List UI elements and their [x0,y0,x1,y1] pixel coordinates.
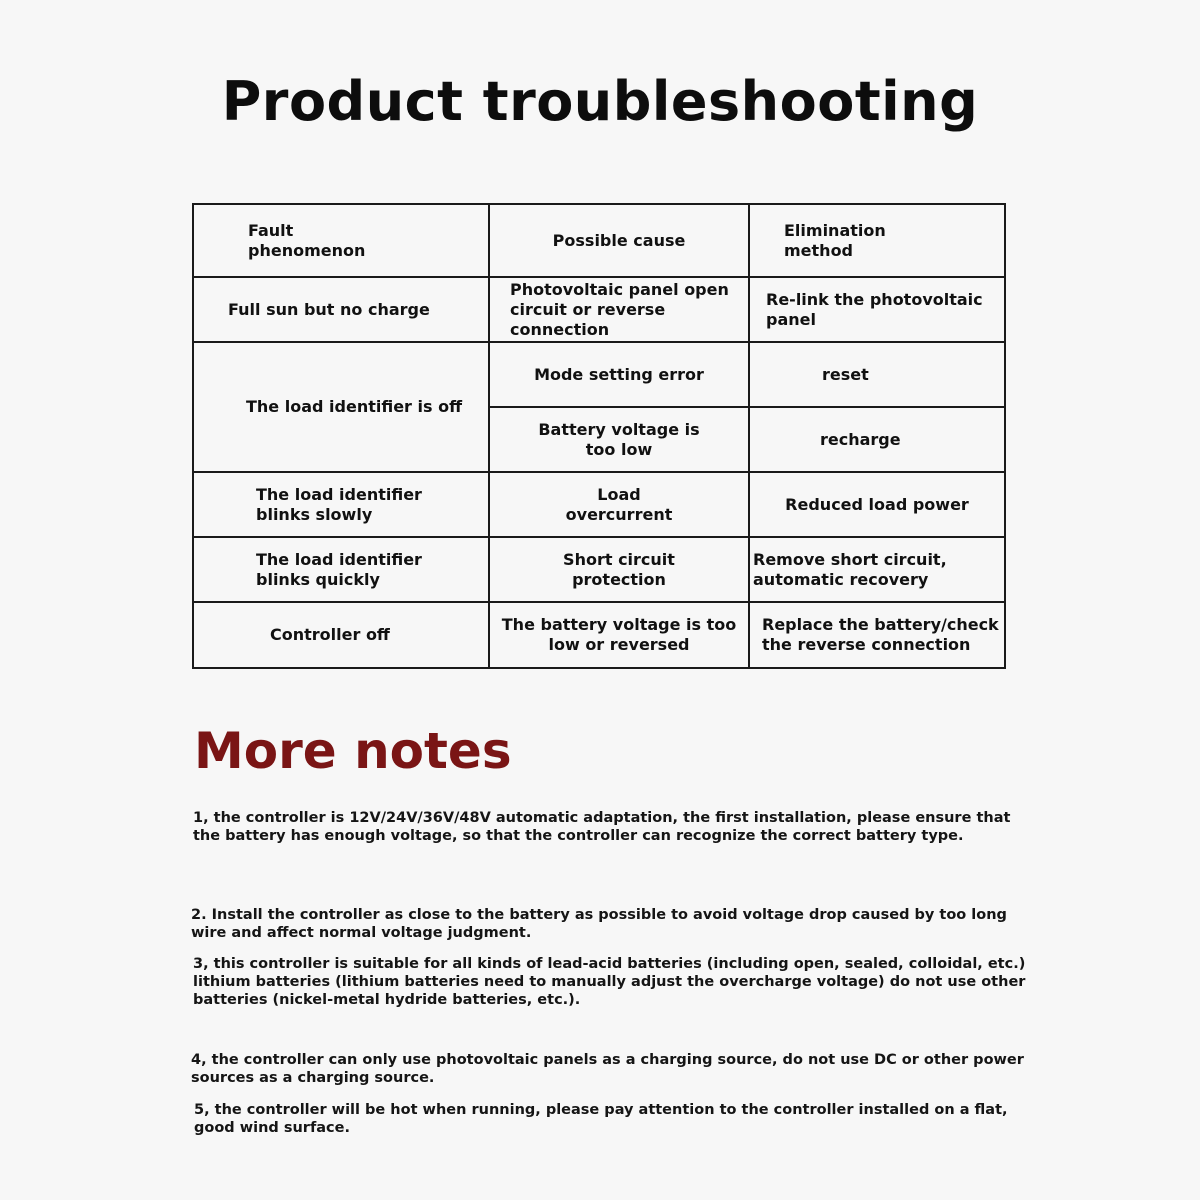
note-item: 3, this controller is suitable for all kinds of lead-acid batteries (including open, sealed, colloidal, etc.) lithium batteries (lithium batteries need to manually adjust the overcharge voltage) do not use other batteries (nickel-metal hydride batteries, etc.). [193,956,1026,1008]
fault-cell: Full sun but no charge [193,277,489,342]
table-row [193,602,1005,668]
note-item: 1, the controller is 12V/24V/36V/48V automatic adaptation, the first installation, please ensure that the battery has enough voltage, so that the controller can recognize the correct battery type. [193,810,1011,844]
method-cell: reset [749,342,1005,407]
cause-cell: Mode setting error [489,342,749,407]
cause-cell: Load overcurrent [489,472,749,537]
header-cause: Possible cause [489,204,749,277]
table-row [193,472,1005,537]
notes-heading: More notes [194,722,512,780]
fault-cell: The load identifier is off [193,342,489,472]
note-item: 5, the controller will be hot when running, please pay attention to the controller installed on a flat, good wind surface. [194,1102,1008,1136]
cause-cell: Photovoltaic panel open circuit or reverse connection [489,277,749,342]
cause-cell: Battery voltage is too low [489,407,749,472]
cause-cell: The battery voltage is too low or reversed [489,602,749,668]
note-item: 4, the controller can only use photovoltaic panels as a charging source, do not use DC or other power sources as a charging source. [191,1052,1024,1086]
note-item: 2. Install the controller as close to the battery as possible to avoid voltage drop caused by too long wire and affect normal voltage judgment. [191,907,1007,941]
header-method: Elimination method [749,204,1005,277]
cause-cell: Short circuit protection [489,537,749,602]
method-cell: Reduced load power [749,472,1005,537]
method-cell: Remove short circuit, automatic recovery [749,537,1005,602]
fault-cell: The load identifier blinks slowly [193,472,489,537]
fault-cell: Controller off [193,602,489,668]
troubleshooting-table [192,203,1006,669]
table-row [193,277,1005,342]
fault-cell: The load identifier blinks quickly [193,537,489,602]
page-title: Product troubleshooting [221,70,979,133]
method-cell: Re-link the photovoltaic panel [749,277,1005,342]
method-cell: recharge [749,407,1005,472]
table-header-row [193,204,1005,277]
table-row [193,342,1005,407]
method-cell: Replace the battery/check the reverse connection [749,602,1005,668]
header-fault: Fault phenomenon [193,204,489,277]
table-row [193,537,1005,602]
